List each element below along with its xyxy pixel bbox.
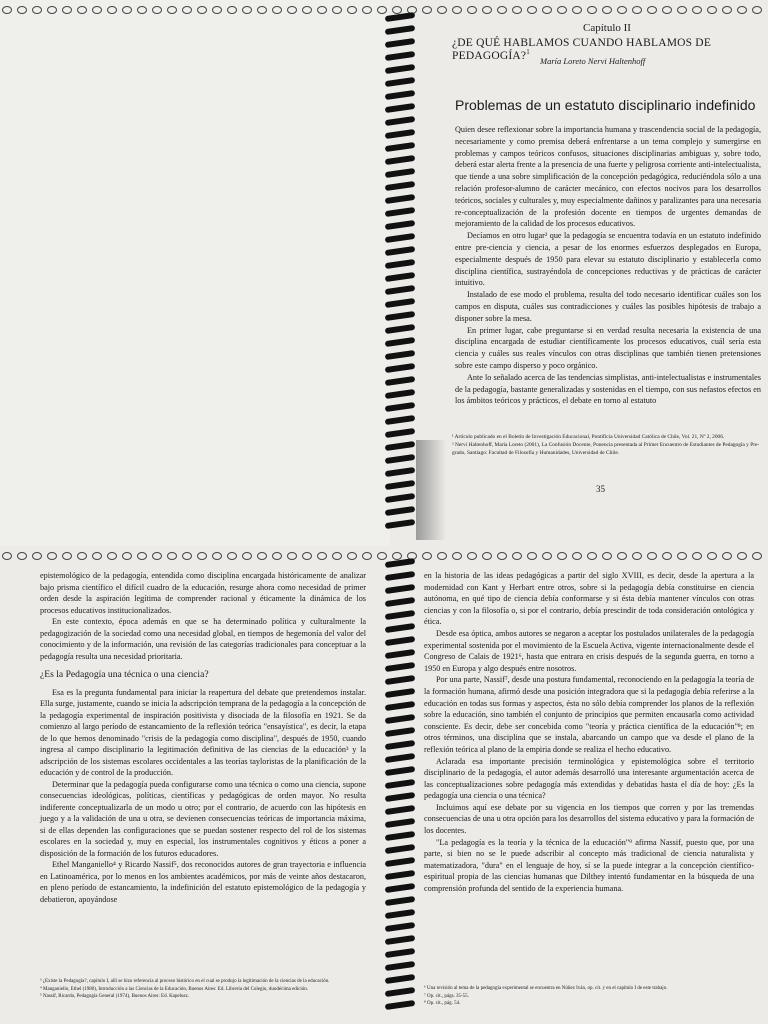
spiral-coil: [385, 870, 416, 880]
spiral-coil: [385, 519, 416, 529]
binding-ring: [467, 552, 477, 560]
binding-ring: [92, 6, 102, 14]
spiral-coil: [385, 701, 416, 711]
spiral-coil: [385, 350, 416, 360]
paragraph: "La pedagogía es la teoría y la técnica de la educación"⁹ afirma Nassif, puesto que, por una parte, si bien no se le puede adscribir al concepto más tradicional de ciencia naturalista y matematizadora, "dura" en el lenguaje de hoy, sí se la puede integrar a la concepción científico-espiritual propia de las ciencias humanas que Dilthey intentó fundamentar en la búsqueda de una comprensión profunda del sentido de la experiencia humana.: [424, 837, 754, 894]
binding-ring: [302, 552, 312, 560]
spiral-coil: [385, 935, 416, 945]
spiral-coil: [385, 597, 416, 607]
binding-ring: [572, 552, 582, 560]
spiral-coil: [385, 792, 416, 802]
top-footnotes: [452, 433, 762, 457]
chapter-label: Capítulo II: [583, 22, 631, 34]
binding-ring: [512, 552, 522, 560]
binding-ring: [32, 6, 42, 14]
binding-ring: [422, 6, 432, 14]
section-title: Problemas de un estatuto disciplinario indefinido: [455, 97, 756, 113]
paragraph: Incluimos aquí ese debate por su vigencia en los tiempos que corren y por las tremendas consecuencias de una u otra opción para los desarrollos del sistema educativo y para la formación de los docentes.: [424, 802, 754, 836]
binding-ring: [362, 552, 372, 560]
bottom-right-footnotes: [424, 985, 754, 1008]
footnote: ¹ Artículo publicado en el Boletín de Investigación Educacional, Pontificia Universidad Católica de Chile, Vol. 21, Nº 2, 2006.: [452, 434, 725, 440]
binding-ring: [17, 552, 27, 560]
paragraph: Esa es la pregunta fundamental para iniciar la reapertura del debate que pretendemos instalar. Ella surge, justamente, cuando se inicia la adscripción temprana de la pedagogía a la concepción de la pedagogía experimental de inspiración positivista y disociada de la filosofía en 1921. Se da comienzo al largo período de estancamiento de la reflexión teórica "ensayística", es decir, la etapa de lo que hemos denominado "crisis de la pedagogía como disciplina", después de 1950, cuando ingresa al campo disciplinario la legitimación definitiva de las ciencias de la educación³ y la adscripción de los sistemas escolares occidentales a las teorías tayloristas de la planificación de la educación y de control de la producción.: [40, 687, 366, 777]
binding-ring: [527, 6, 537, 14]
binding-ring: [632, 552, 642, 560]
spiral-coil: [385, 506, 416, 516]
spiral-coil: [385, 714, 416, 724]
spiral-coil: [385, 389, 416, 399]
binding-ring: [227, 552, 237, 560]
spiral-coil: [385, 142, 416, 152]
binding-ring: [287, 552, 297, 560]
binding-ring: [692, 6, 702, 14]
binding-ring: [437, 552, 447, 560]
binding-ring: [497, 6, 507, 14]
binding-ring: [17, 6, 27, 14]
spiral-coil: [385, 831, 416, 841]
spiral-coil: [385, 402, 416, 412]
spiral-coil: [385, 844, 416, 854]
binding-ring: [302, 6, 312, 14]
binding-ring: [452, 6, 462, 14]
binding-ring: [107, 552, 117, 560]
spiral-coil: [385, 246, 416, 256]
paragraph: Ethel Manganiello⁴ y Ricardo Nassif⁵, dos reconocidos autores de gran trayectoria e influencia en Latinoamérica, por lo menos en los ambientes académicos, por más de veinte años destacaron, en pleno período de estancamiento, la indefinición del estatuto epistemológico de la pedagogía y debatieron, apoyándose: [40, 860, 366, 904]
ring-row-bottom: [0, 552, 768, 562]
spiral-coil: [385, 103, 416, 113]
subsection-heading: ¿Es la Pedagogía una técnica o una ciencia?: [40, 669, 209, 680]
spiral-coil: [385, 116, 416, 126]
spiral-coil: [385, 259, 416, 269]
spiral-coil: [385, 909, 416, 919]
binding-ring: [602, 6, 612, 14]
binding-ring: [347, 6, 357, 14]
binding-ring: [572, 6, 582, 14]
binding-ring: [107, 6, 117, 14]
binding-ring: [482, 552, 492, 560]
binding-ring: [497, 552, 507, 560]
binding-ring: [212, 552, 222, 560]
spiral-coil: [385, 896, 416, 906]
footnote: ² Nervi Haltenhoff, María Loreto (2001), La Confusión Docente, Ponencia presentada al Primer Encuentro de Estudiantes de Pedagogía y Pre-grado, Santiago: Facultad de Filosofía y Humanidades, Universidad de Chile.: [452, 442, 760, 456]
paragraph: En primer lugar, cabe preguntarse si en verdad resulta necesaria la existencia de una disciplina encargada de estudiar científicamente los procesos educativos, cuál sería esta ciencia y cuáles sus reales vínculos con otras disciplinas que también tienen pretensiones sobre este campo disperso y poco orgánico.: [455, 325, 761, 370]
footnote: ³ ¿Existe la Pedagogía?, capítulo I, allí se hizo referencia al proceso histórico en el cual se produjo la legitimación de la ciencias de la educación.: [40, 979, 330, 984]
binding-ring: [317, 6, 327, 14]
spiral-coil: [385, 337, 416, 347]
binding-ring: [212, 6, 222, 14]
binding-ring: [527, 552, 537, 560]
paragraph: Por una parte, Nassif⁷, desde una postura fundamental, reconociendo en la pedagogía la teoría de la formación humana, afirmó desde una posición integradora que si la pedagogía debía referirse a la educación en todas sus formas y aspectos, ésta no sólo debía comprender los planos de la reflexión sobre la educación, sino también el conjunto de principios que permiten encausarla como actividad consciente. Es decir, debe ser concebida como "teoría y práctica científica de la educación"⁸; en otros términos, una disciplina que se instala, abarcando un campo que va desde el plano de la reflexión teórica al plano de la empiria donde se realiza el hecho educativo.: [424, 675, 754, 754]
binding-ring: [332, 552, 342, 560]
spiral-coil: [385, 688, 416, 698]
binding-ring: [587, 552, 597, 560]
spiral-coil: [385, 480, 416, 490]
binding-ring: [437, 6, 447, 14]
binding-ring: [452, 552, 462, 560]
spiral-coil: [385, 90, 416, 100]
binding-ring: [737, 6, 747, 14]
spiral-coil: [385, 324, 416, 334]
paragraph: En este contexto, época además en que se ha determinado política y culturalmente la pedagogización de la sociedad como una necesidad global, en tiempos de hegemonía del valor del conocimiento y de la información, una revisión de las categorías tradicionales para conceptuar a la pedagogía resulta una necesidad prioritaria.: [40, 617, 366, 661]
binding-ring: [197, 6, 207, 14]
bottom-left-footnotes: [40, 978, 370, 1001]
spiral-coil: [385, 857, 416, 867]
spiral-coil: [385, 740, 416, 750]
binding-ring: [77, 6, 87, 14]
spiral-coil: [385, 623, 416, 633]
spiral-coil: [385, 779, 416, 789]
bottom-left-body-text: [40, 570, 366, 905]
binding-ring: [662, 6, 672, 14]
spiral-coil: [385, 220, 416, 230]
binding-ring: [242, 6, 252, 14]
title-footnote-mark: 1: [526, 49, 530, 56]
previous-page-edge: [0, 0, 390, 546]
spiral-coil: [385, 727, 416, 737]
spiral-coil: [385, 1000, 416, 1010]
binding-ring: [617, 552, 627, 560]
binding-ring: [122, 552, 132, 560]
binding-ring: [2, 6, 12, 14]
spiral-coil: [385, 493, 416, 503]
binding-ring: [587, 6, 597, 14]
spiral-coil: [385, 168, 416, 178]
binding-shadow: [416, 440, 446, 540]
binding-ring: [272, 6, 282, 14]
spiral-coil: [385, 12, 416, 22]
paragraph: Desde esa óptica, ambos autores se negaron a aceptar los postulados unilaterales de la pedagogía experimental sostenida por el movimiento de la Escuela Activa, vigente internacionalmente desde el Congreso de Calais de 1921⁶, hasta que entrara en crisis después de la segunda guerra, en torno a 1950 en Europa y algo después entre nosotros.: [424, 628, 754, 673]
paragraph: Aclarada esa importante precisión terminológica y epistemológica sobre el territorio disciplinario de la pedagogía, el autor además desarrolló una interesante argumentación acerca de las conceptualizaciones sobre pedagogía más extendidas y debatidas hasta el día de hoy: ¿Es la pedagogía una ciencia o una técnica?: [424, 756, 754, 801]
footnote: ⁴ Manganiello, Ethel (1980), Introducción a las Ciencias de la Educación, Buenos Aires: Ed. Librería del Colegio, duodécima edición.: [40, 986, 309, 992]
paragraph: en la historia de las ideas pedagógicas a partir del siglo XVIII, es decir, desde la apertura a la modernidad con Kant y Herbart entre otros, sobre si la pedagogía debía constituirse en ciencia autónoma, en qué tipo de ciencia debía conformarse y si ésta debía mantener vínculos con otras ciencias y con la filosofía o, si por el contrario, debía prescindir de toda consideración ontológica y ética.: [424, 571, 754, 627]
spiral-coil: [385, 922, 416, 932]
binding-ring: [557, 6, 567, 14]
binding-ring: [512, 6, 522, 14]
binding-ring: [422, 552, 432, 560]
binding-ring: [152, 6, 162, 14]
ring-row-top: [0, 6, 768, 16]
binding-ring: [32, 552, 42, 560]
binding-ring: [272, 552, 282, 560]
binding-ring: [137, 6, 147, 14]
binding-ring: [62, 6, 72, 14]
binding-ring: [377, 552, 387, 560]
spiral-coil: [385, 207, 416, 217]
binding-ring: [647, 552, 657, 560]
binding-ring: [242, 552, 252, 560]
spiral-coil: [385, 467, 416, 477]
bottom-right-body-text: [424, 570, 754, 895]
paragraph: Decíamos en otro lugar² que la pedagogía se encuentra todavía en un estatuto indefinido entre pre-ciencia y ciencia, a pesar de los enormes esfuerzos desplegados en Europa, especialmente después de 1950 para elevar su estatuto disciplinario y establecerla como disciplina científica, sustrayéndola de concepciones reductivas y de prácticas de carácter intuitivo.: [455, 231, 761, 288]
spiral-coil: [385, 753, 416, 763]
spiral-coil: [385, 38, 416, 48]
binding-ring: [677, 552, 687, 560]
binding-ring: [602, 552, 612, 560]
paragraph: Determinar que la pedagogía pueda configurarse como una técnica o como una ciencia, supone consecuencias ideológicas, políticas, científicas y pedagógicas de orden mayor. No resulta indiferente conceptualizarla de un modo u otro; por el contrario, de acuerdo con las hipótesis en juego y a la validación de una u otra, se devienen consecuencias teóricas de importancia máxima, si de ellas dependen las configuraciones que se puedan sostener respecto del rol de los sistemas escolares en la sociedad y, muy en especial, los instrumentales cognitivos y éticos a poner a disposición de la formación de los futuros educadores.: [40, 779, 366, 858]
binding-ring: [617, 6, 627, 14]
spiral-coil: [385, 194, 416, 204]
binding-ring: [47, 552, 57, 560]
spiral-coil: [385, 805, 416, 815]
spiral-binding-top: [385, 14, 415, 534]
spiral-coil: [385, 974, 416, 984]
binding-ring: [707, 6, 717, 14]
spiral-coil: [385, 610, 416, 620]
spiral-coil: [385, 285, 416, 295]
spiral-coil: [385, 181, 416, 191]
binding-ring: [542, 6, 552, 14]
spiral-coil: [385, 441, 416, 451]
binding-ring: [557, 552, 567, 560]
binding-ring: [752, 552, 762, 560]
binding-ring: [77, 552, 87, 560]
spiral-coil: [385, 51, 416, 61]
binding-ring: [542, 552, 552, 560]
spiral-coil: [385, 883, 416, 893]
binding-ring: [152, 552, 162, 560]
binding-ring: [167, 552, 177, 560]
binding-ring: [137, 552, 147, 560]
binding-ring: [737, 552, 747, 560]
spiral-coil: [385, 311, 416, 321]
spiral-coil: [385, 987, 416, 997]
binding-ring: [182, 552, 192, 560]
binding-ring: [257, 6, 267, 14]
binding-ring: [467, 6, 477, 14]
binding-ring: [122, 6, 132, 14]
spiral-coil: [385, 649, 416, 659]
spiral-coil: [385, 77, 416, 87]
binding-ring: [662, 552, 672, 560]
binding-ring: [632, 6, 642, 14]
binding-ring: [722, 6, 732, 14]
spiral-coil: [385, 636, 416, 646]
binding-ring: [362, 6, 372, 14]
author-name: María Loreto Nervi Haltenhoff: [540, 56, 646, 66]
binding-ring: [677, 6, 687, 14]
binding-ring: [347, 552, 357, 560]
binding-ring: [167, 6, 177, 14]
footnote: ⁷ Op. cit., págs. 35-55.: [424, 993, 469, 999]
binding-ring: [722, 552, 732, 560]
spiral-coil: [385, 558, 416, 568]
spiral-coil: [385, 272, 416, 282]
top-body-text: [455, 124, 761, 407]
paragraph: Ante lo señalado acerca de las tendencias simplistas, anti-intelectualistas e instrumentales de la pedagogía, bastante generalizadas y sostenidas en el tiempo, con sus nefastos efectos en los ámbitos teóricos y prácticos, el debate en torno al estatuto: [455, 372, 761, 406]
binding-ring: [182, 6, 192, 14]
spiral-coil: [385, 363, 416, 373]
spiral-coil: [385, 571, 416, 581]
binding-ring: [62, 552, 72, 560]
paragraph: epistemológico de la pedagogía, entendida como disciplina encargada históricamente de analizar bajo prisma científico el difícil cuadro de la educación, resurge ahora como necesidad de primer orden desde la aspiración legítima de comprender racional y éticamente la dinámica de los procesos educativos institucionalizados.: [40, 571, 366, 615]
chapter-title-text: ¿DE QUÉ HABLAMOS CUANDO HABLAMOS DE PEDAGOGÍA?: [452, 37, 712, 62]
binding-ring: [317, 552, 327, 560]
spiral-coil: [385, 961, 416, 971]
spiral-coil: [385, 298, 416, 308]
spiral-coil: [385, 766, 416, 776]
binding-ring: [227, 6, 237, 14]
binding-ring: [287, 6, 297, 14]
binding-ring: [47, 6, 57, 14]
binding-ring: [2, 552, 12, 560]
spiral-coil: [385, 376, 416, 386]
page-number: 35: [596, 484, 605, 494]
spiral-coil: [385, 818, 416, 828]
footnote: ⁶ Una revisión al tema de la pedagogía experimental se encuentra en Núñez Iván, op. cit. y en el capítulo I de este trabajo.: [424, 986, 668, 991]
binding-ring: [332, 6, 342, 14]
spiral-coil: [385, 675, 416, 685]
spiral-coil: [385, 454, 416, 464]
binding-ring: [692, 552, 702, 560]
binding-ring: [377, 6, 387, 14]
spiral-coil: [385, 948, 416, 958]
binding-ring: [257, 552, 267, 560]
footnote: ⁸ Op. cit., pág. 54.: [424, 1001, 461, 1007]
binding-ring: [752, 6, 762, 14]
binding-ring: [482, 6, 492, 14]
paragraph: Quien desee reflexionar sobre la importancia humana y trascendencia social de la pedagogía, necesariamente y como premisa deberá enfrentarse a un tema complejo y sumergirse en problemas y campos teóricos confusos, situaciones disciplinarias ambiguas y, sobre todo, deberá estar alerta frente a la presencia de una fuerte y peligrosa corriente anti-intelectualista, que tiende a una sobre simplificación de la concepción pedagógica, reduciéndola sólo a una relación profesor-alumno de carácter mecánico, con efectos nocivos para los desarrollos teóricos, sociales y culturales y, muy especialmente dañinos y paralizantes para una necesaria re-conceptualización de la profesión docente en tiempos de urgentes demandas de mejoramiento de la calidad de los procesos educativos.: [455, 125, 761, 229]
spiral-coil: [385, 64, 416, 74]
binding-ring: [647, 6, 657, 14]
binding-ring: [92, 552, 102, 560]
footnote: ⁵ Nassif, Ricardo, Pedagogía General (1974), Buenos Aires: Ed. Kapelusz.: [40, 994, 189, 1000]
spiral-coil: [385, 662, 416, 672]
binding-ring: [197, 552, 207, 560]
paragraph: Instalado de ese modo el problema, resulta del todo necesario identificar cuáles son los campos en disputa, cuáles sus contradicciones y cuáles las posibles hipótesis de trabajo a disponer sobre la mesa.: [455, 290, 761, 323]
spiral-coil: [385, 428, 416, 438]
binding-ring: [707, 552, 717, 560]
spiral-coil: [385, 25, 416, 35]
spiral-binding-bottom: [385, 560, 415, 1024]
spiral-coil: [385, 415, 416, 425]
spiral-coil: [385, 233, 416, 243]
spiral-coil: [385, 129, 416, 139]
spiral-coil: [385, 584, 416, 594]
spiral-coil: [385, 155, 416, 165]
